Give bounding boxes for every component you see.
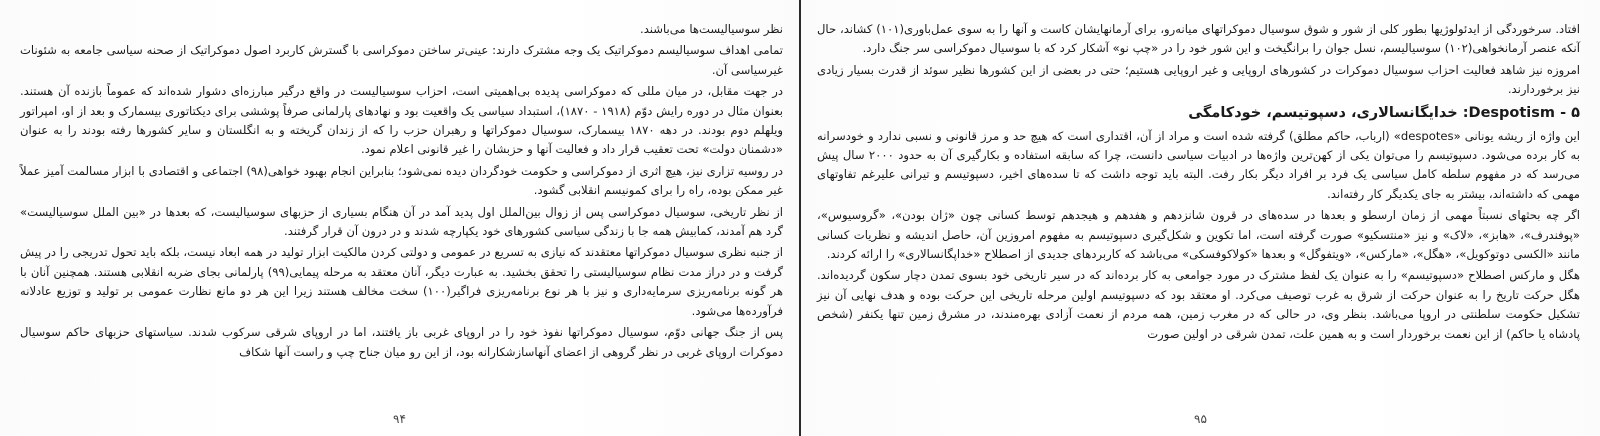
left-page — [0, 0, 799, 436]
paragraph: از جنبه نظری سوسیال دموکراتها معتقدند که نیازی به تسریع در عمومی و دولتی کردن مالکیت ابزار تولید در همه ابعاد نیست، بلکه باید تحول تدریجی را در پیش گرفت و در دراز مدت نظام سوسیالیستی را تحقق بخشید. به عبارت دیگر، آنان معتقد به مرحله پیمایی(۹۹) پارلمانی بجای ضربه انقلابی هستند. همچنین آنان با هر گونه برنامه‌ریزی سرمایه‌داری و نیز با هر نوع برنامه‌ریزی فراگیر(۱۰۰) سخت مخالف هستند زیرا این هر دو مانع نظارت عمومی بر تولید و توزیع عادلانه فرآورده‌ها می‌شود. — [20, 245, 783, 318]
section-heading: ۵ - Despotism: خدایگانسالاری، دسپوتیسم، خودکامگی — [1188, 104, 1580, 121]
page-number: ۹۵ — [1194, 412, 1207, 426]
paragraph: تمامی اهداف سوسیالیسم دموکراتیک یک وجه مشترک دارند: عینی‌تر ساختن دموکراسی با گسترش کاربرد اصول دموکراتیک از صحنه سیاسی جامعه به شئونات غیرسیاسی آن. — [20, 43, 783, 77]
left-page-text — [20, 20, 783, 362]
paragraph: نظر سوسیالیست‌ها می‌باشند. — [640, 22, 783, 36]
paragraph: در جهت مقابل، در میان مللی که دموکراسی پدیده بی‌اهمیتی است، احزاب سوسیالیست در واقع درگیر مبارزه‌ای دشوار شده‌اند که عموماً بازنده آن هستند. بعنوان مثال در دوره رایش دوّم (۱۹۱۸ - ۱۸۷۰)، استبداد سیاسی یک واقعیت بود و نهادهای پارلمانی صرفاً پوششی برای دیکتاتوری بیسمارک و بعد از او، امپراتور ویلهلم دوم بودند. در دهه ۱۸۷۰ بیسمارک، سوسیال دموکراتها و رهبران حزب را که از زندان گریخته و به انگلستان و سایر کشورها رفته بودند را به عنوان «دشمنان دولت» تحت تعقیب قرار داد و فعالیت آنها و حزبشان را غیر قانونی اعلام نمود. — [20, 84, 783, 157]
paragraph: پس از جنگ جهانی دوّم، سوسیال دموکراتها نفوذ خود را در اروپای غربی باز یافتند، اما در اروپای شرقی سرکوب شدند. سیاستهای حزبهای حاکم سوسیال دموکرات اروپای غربی در نظر گروهی از اعضای آنهاسازشکارانه بود، از این رو میان جناح چپ و راست آنها شکاف — [20, 325, 783, 359]
paragraph: افتاد. سرخوردگی از ایدئولوژیها بطور کلی از شور و شوق سوسیال دموکراتهای میانه‌رو، برای آرمانهایشان کاست و آنها را به سوی عمل‌باوری(۱۰۱) کشاند، حال آنکه عنصر آرمانخواهی(۱۰۲) سوسیالیسم، نسل جوان را برانگیخت و این شور خود را در «چپ نو» آشکار کرد که با سوسیال دموکراسی سر جنگ دارد. — [817, 22, 1580, 56]
paragraph: از نظر تاریخی، سوسیال دموکراسی پس از زوال بین‌الملل اول پدید آمد در آن هنگام بسیاری از حزبهای سوسیالیست، که بعدها در «بین الملل سوسیالیست» گرد هم آمدند، کمابیش همه جا با زندگی سیاسی کشورهای خود یکپارچه شدند و در درون آن قرار گرفتند. — [20, 204, 783, 239]
right-page-text — [817, 20, 1580, 344]
page-number: ۹۴ — [393, 412, 406, 426]
paragraph: امروزه نیز شاهد فعالیت احزاب سوسیال دموکرات در کشورهای اروپایی و غیر اروپایی هستیم؛ حتی در بعضی از این کشورها نظیر سوئد از قدرت بسیار زیادی نیز برخوردارند. — [817, 62, 1580, 97]
paragraph: در روسیه تزاری نیز، هیچ اثری از دموکراسی و حکومت خودگردان دیده نمی‌شود؛ بنابراین انجام بهبود خواهی(۹۸) اجتماعی و اقتصادی با ابزار مسالمت آمیز عملاً غیر ممکن بوده، راه را برای کمونیسم انقلابی گشود. — [20, 163, 783, 198]
paragraph: هگل و مارکس اصطلاح «دسپوتیسم» را به عنوان یک لفظ مشترک در مورد جوامعی به کار برده‌اند که در سیر تاریخی خود بسوی تمدن دچار سکون گردیده‌اند. هگل حرکت تاریخ را به عنوان حرکت از شرق به غرب توصیف می‌کرد. او معتقد بود که دسپوتیسم اولین مرحله تاریخی این حرکت بوده و هدف نهایی آن نیز تشکیل حکومت سلطنتی در اروپا می‌باشد. بنظر وی، در حالی که در مغرب زمین، همه مردم از نعمت آزادی بهره‌مندند، در مشرق زمین تنها یکنفر (شخص پادشاه یا حاکم) از این نعمت برخوردار است و به همین علت، تمدن شرقی در اولین صورت — [817, 268, 1580, 341]
paragraph: این واژه از ریشه یونانی «despotes» (ارباب، حاکم مطلق) گرفته شده است و مراد از آن، اقتداری است که هیچ حد و مرز قانونی و نسبی ندارد و خودسرانه به کار برده می‌شود. دسپوتیسم را می‌توان یکی از کهن‌ترین واژه‌ها در ادبیات سیاسی دانست، چرا که سابقه استفاده و بکارگیری آن به حدود ۲۰۰۰ سال پیش می‌رسد که در مفهوم سلطه کامل سیاسی یک فرد بر افراد دیگر بکار رفت. البته باید توجه داشت که تا سده‌های اخیر، دسپوتیسم و تیرانی علیرغم تفاوتهای مهمی که داشته‌اند، بیشتر به جای یکدیگر کار رفته‌اند. — [817, 128, 1580, 201]
right-page — [801, 0, 1600, 436]
paragraph: اگر چه بحثهای نسبتاً مهمی از زمان ارسطو و بعدها در سده‌های در قرون شانزدهم و هفدهم و هیجدهم توسط کسانی چون «ژان بودن»، «گروسیوس»، «پوفندرف»، «هابز»، «لاک» و نیز «منتسکیو» صورت گرفته است، اما تکوین و شکل‌گیری دسپوتیسم به مفهوم امروزین آن، حاصل اندیشه و نظریات کسانی مانند «الکسی دوتوکویل»، «هگل»، «مارکس»، «ویتفوگل» و بعدها «کولاکوفسکی» می‌باشد که کاربردهای جدیدی از اصطلاح «خداپگانسالاری» را ارائه کردند. — [817, 208, 1580, 262]
